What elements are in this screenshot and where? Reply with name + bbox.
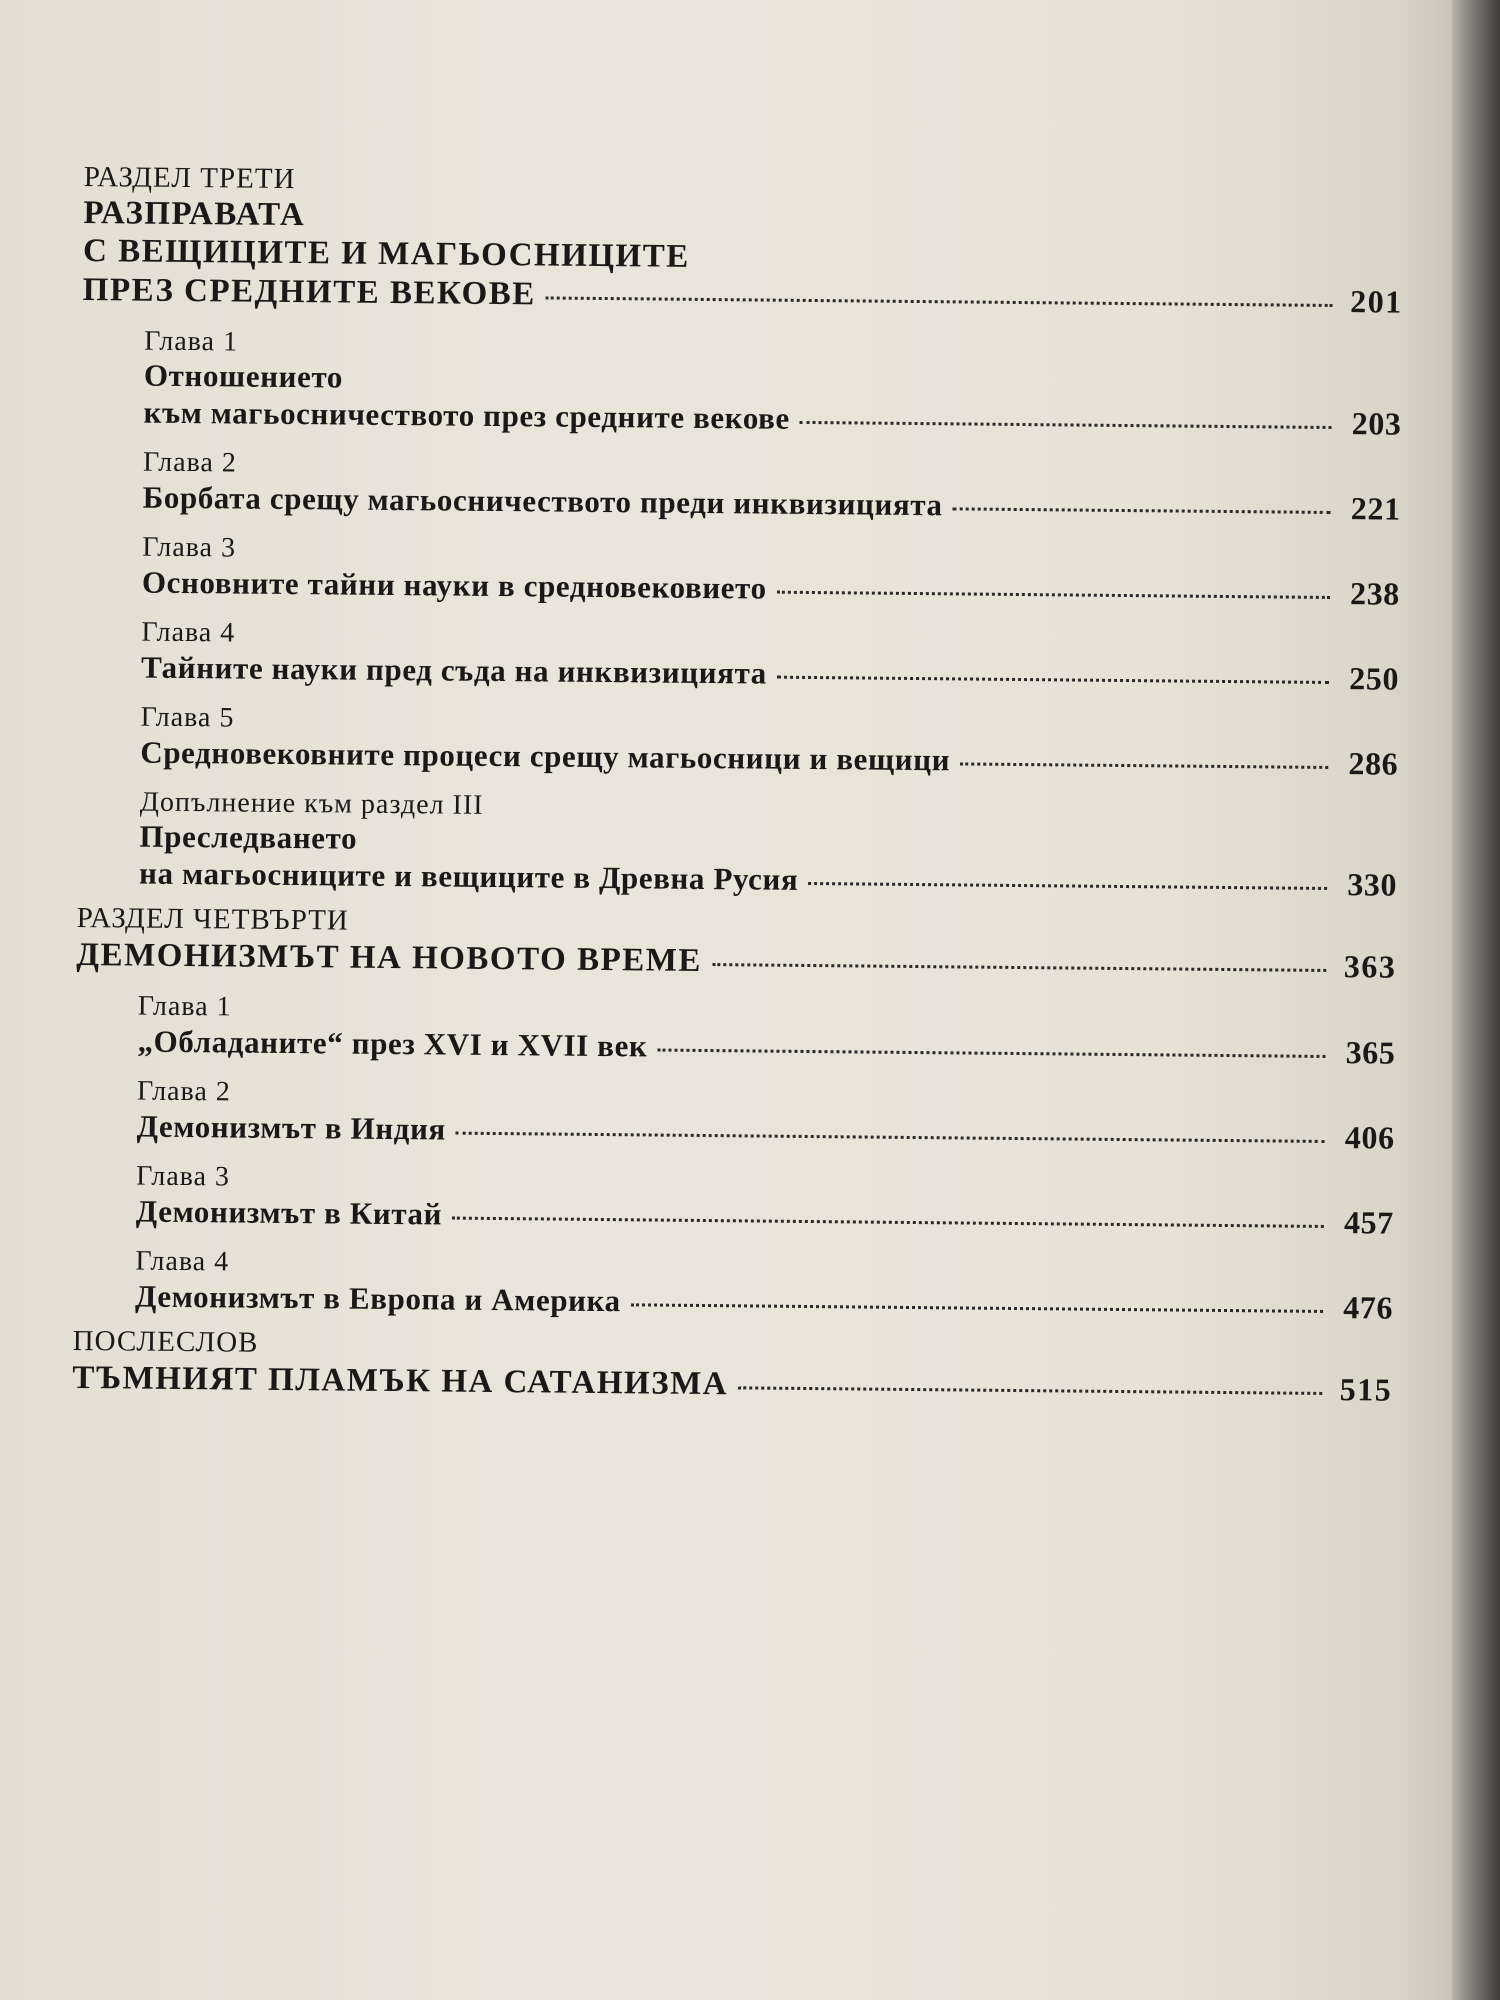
chapter-entry-text: Борбата срещу магьосничеството преди инквизицията <box>142 479 943 523</box>
toc-chapter <box>143 447 1402 528</box>
toc-chapter <box>141 617 1400 698</box>
dot-leader <box>777 591 1330 599</box>
toc-chapter <box>140 702 1399 783</box>
book-gutter <box>1452 0 1500 2000</box>
page-number: 250 <box>1349 660 1400 697</box>
dot-leader <box>953 507 1331 514</box>
dot-leader <box>712 963 1326 972</box>
chapter-label: Глава 1 <box>137 990 232 1023</box>
toc-chapter <box>139 787 1398 904</box>
chapter-label: Глава 2 <box>142 446 238 479</box>
toc-chapter <box>143 326 1402 443</box>
dot-leader <box>777 676 1329 684</box>
chapter-entry-text: Демонизмът в Китай <box>135 1193 443 1232</box>
page-number: 286 <box>1348 745 1399 782</box>
toc-section <box>72 1324 1393 1410</box>
page-number: 201 <box>1350 283 1403 320</box>
page-number: 221 <box>1350 490 1401 527</box>
dot-leader <box>960 762 1328 769</box>
dot-leader <box>657 1049 1325 1058</box>
chapter-label: Глава 3 <box>142 531 237 564</box>
dot-leader <box>546 296 1333 307</box>
chapter-entry-text: Средновековните процеси срещу магьосници и вещици <box>140 734 951 778</box>
chapter-label: Глава 3 <box>136 1160 231 1193</box>
chapter-label: Глава 4 <box>135 1245 230 1278</box>
page-number: 515 <box>1339 1371 1393 1408</box>
chapter-label: Глава 4 <box>141 616 236 649</box>
chapter-entry-text: Тайните науки пред съда на инквизицията <box>140 649 768 691</box>
section-label: РАЗДЕЛ ТРЕТИ <box>83 160 296 196</box>
toc-section <box>73 901 1397 1327</box>
dot-leader <box>452 1217 1324 1228</box>
section-title-line: С ВЕЩИЦИТЕ И МАГЬОСНИЦИТЕ <box>82 232 690 275</box>
section-entry-text: ДЕМОНИЗМЪТ НА НОВОТО ВРЕМЕ <box>76 936 703 979</box>
page-number: 457 <box>1343 1204 1395 1241</box>
dot-leader <box>800 421 1332 429</box>
dot-leader <box>738 1386 1322 1395</box>
chapter-entry-text: Демонизмът в Индия <box>136 1108 447 1147</box>
page-number: 330 <box>1347 866 1398 903</box>
chapter-label: Глава 1 <box>144 325 239 358</box>
section-label: РАЗДЕЛ ЧЕТВЪРТИ <box>76 901 349 937</box>
section-label: ПОСЛЕСЛОВ <box>72 1324 259 1359</box>
section-entry-text: ПРЕЗ СРЕДНИТЕ ВЕКОВЕ <box>82 271 536 313</box>
page-number: 365 <box>1345 1034 1396 1071</box>
chapter-entry-text: „Обладаните“ през XVI и XVII век <box>137 1023 648 1064</box>
chapter-entry-text: към магьосничеството през средните векове <box>143 394 791 436</box>
chapter-entry-text: на магьосниците и вещиците в Древна Русия <box>138 855 799 897</box>
page-number: 476 <box>1343 1289 1394 1326</box>
dot-leader <box>631 1303 1323 1313</box>
toc-chapter <box>136 1161 1395 1242</box>
table-of-contents <box>72 160 1404 1410</box>
page-number: 406 <box>1344 1119 1395 1156</box>
toc-chapter <box>135 1246 1394 1327</box>
toc-chapter <box>142 532 1401 613</box>
page-number: 238 <box>1349 575 1401 612</box>
section-entry-text: ТЪМНИЯТ ПЛАМЪК НА САТАНИЗМА <box>72 1359 729 1403</box>
chapter-entry-text: Демонизмът в Европа и Америка <box>134 1278 621 1319</box>
chapter-label: Глава 2 <box>136 1075 231 1108</box>
dot-leader <box>808 882 1327 890</box>
dot-leader <box>456 1132 1325 1143</box>
chapter-title-line: Преследването <box>139 818 358 856</box>
toc-chapter <box>137 1076 1396 1157</box>
chapter-label: Допълнение към раздел III <box>139 786 484 821</box>
toc-section <box>77 160 1404 904</box>
chapter-title-line: Отношението <box>143 357 344 395</box>
chapter-label: Глава 5 <box>140 701 235 734</box>
toc-chapter <box>137 991 1396 1072</box>
page-number: 203 <box>1351 405 1402 442</box>
chapter-entry-text: Основните тайни науки в средновековието <box>141 564 767 606</box>
page-number: 363 <box>1343 948 1397 985</box>
section-title-line: РАЗПРАВАТА <box>83 194 306 234</box>
